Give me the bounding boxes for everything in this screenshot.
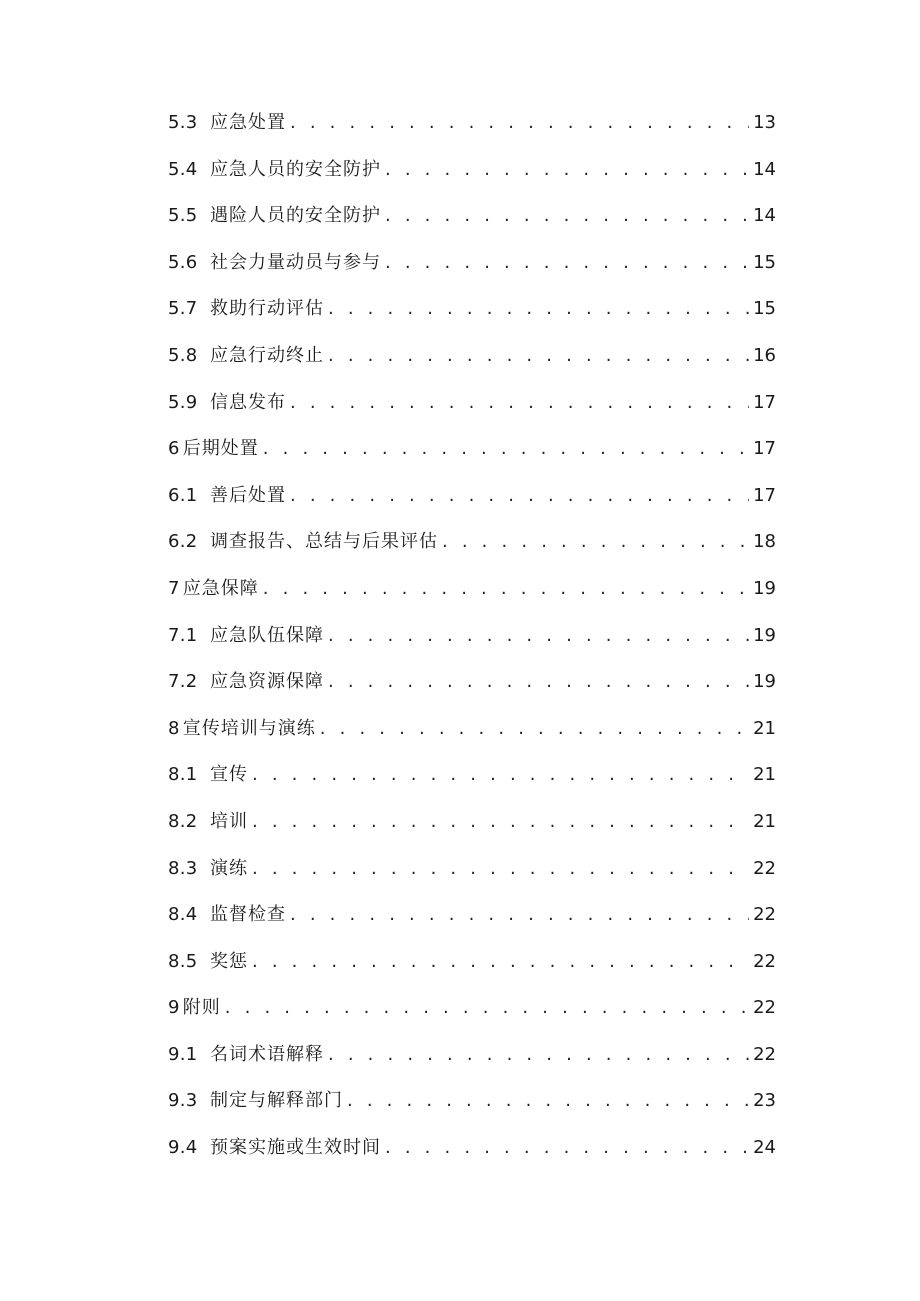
toc-dot-leader (385, 149, 749, 191)
toc-entry-page-number: 15 (753, 251, 776, 273)
toc-dot-leader (347, 1080, 749, 1122)
toc-dot-leader (328, 615, 749, 657)
toc-dot-leader (328, 1034, 749, 1076)
toc-dot-leader (290, 894, 749, 936)
toc-entry-number: 9 (168, 997, 180, 1019)
toc-entry-page-number: 22 (753, 904, 776, 926)
toc-entry-page-number: 22 (753, 950, 776, 972)
toc-dot-leader (225, 987, 749, 1029)
toc-entry-page-number: 17 (753, 391, 776, 413)
toc-entry-number: 8.5 (168, 950, 198, 972)
toc-entry-number: 5.7 (168, 298, 198, 320)
toc-entry-number: 6.1 (168, 484, 198, 506)
toc-entry-page-number: 22 (753, 857, 776, 879)
toc-entry-page-number: 21 (753, 810, 776, 832)
toc-entry-page-number: 22 (753, 997, 776, 1019)
toc-entry-7-2[interactable] (168, 661, 776, 708)
toc-entry-page-number: 16 (753, 344, 776, 366)
toc-dot-leader (290, 475, 749, 517)
toc-entry-page-number: 19 (753, 577, 776, 599)
toc-entry-number: 7 (168, 577, 180, 599)
toc-entry-title: 宣传培训与演练 (182, 717, 316, 739)
toc-entry-5-4[interactable] (168, 149, 776, 196)
toc-entry-title: 监督检查 (210, 904, 286, 926)
toc-entry-number: 5.9 (168, 391, 198, 413)
toc-entry-page-number: 19 (753, 671, 776, 693)
toc-entry-number: 9.4 (168, 1137, 198, 1159)
toc-entry-7[interactable] (168, 568, 776, 615)
toc-entry-number: 5.6 (168, 251, 198, 273)
table-of-contents (168, 102, 776, 1174)
toc-entry-number: 6.2 (168, 531, 198, 553)
toc-entry-number: 8.1 (168, 764, 198, 786)
toc-entry-title: 善后处置 (210, 484, 286, 506)
toc-entry-title: 调查报告、总结与后果评估 (210, 531, 438, 553)
toc-entry-6-2[interactable] (168, 521, 776, 568)
toc-dot-leader (328, 335, 749, 377)
toc-entry-number: 8.4 (168, 904, 198, 926)
toc-entry-number: 7.2 (168, 671, 198, 693)
toc-entry-page-number: 18 (753, 531, 776, 553)
toc-entry-title: 应急行动终止 (210, 344, 324, 366)
toc-entry-5-6[interactable] (168, 242, 776, 289)
toc-entry-title: 预案实施或生效时间 (210, 1137, 381, 1159)
toc-entry-title: 信息发布 (210, 391, 286, 413)
toc-entry-number: 9.3 (168, 1090, 198, 1112)
toc-entry-9-3[interactable] (168, 1080, 776, 1127)
toc-entry-number: 7.1 (168, 624, 198, 646)
toc-entry-page-number: 17 (753, 438, 776, 460)
toc-entry-5-3[interactable] (168, 102, 776, 149)
toc-dot-leader (442, 521, 749, 563)
toc-entry-title: 应急保障 (182, 577, 259, 599)
toc-entry-5-8[interactable] (168, 335, 776, 382)
toc-dot-leader (252, 801, 749, 843)
toc-dot-leader (263, 568, 749, 610)
toc-entry-title: 附则 (182, 997, 221, 1019)
toc-entry-5-7[interactable] (168, 288, 776, 335)
toc-entry-title: 应急资源保障 (210, 671, 324, 693)
toc-entry-6-1[interactable] (168, 475, 776, 522)
toc-entry-number: 5.4 (168, 158, 198, 180)
toc-entry-number: 8.2 (168, 810, 198, 832)
toc-entry-title: 制定与解释部门 (210, 1090, 343, 1112)
toc-entry-9[interactable] (168, 987, 776, 1034)
toc-dot-leader (290, 102, 749, 144)
toc-entry-number: 8.3 (168, 857, 198, 879)
toc-dot-leader (328, 661, 749, 703)
toc-entry-page-number: 21 (753, 717, 776, 739)
toc-dot-leader (385, 1127, 749, 1169)
toc-entry-title: 奖惩 (210, 950, 248, 972)
toc-entry-title: 宣传 (210, 764, 248, 786)
toc-entry-8-3[interactable] (168, 848, 776, 895)
toc-dot-leader (385, 195, 749, 237)
toc-entry-number: 9.1 (168, 1043, 198, 1065)
toc-entry-number: 5.5 (168, 205, 198, 227)
toc-entry-5-9[interactable] (168, 382, 776, 429)
toc-entry-9-4[interactable] (168, 1127, 776, 1174)
toc-entry-number: 5.8 (168, 344, 198, 366)
toc-entry-7-1[interactable] (168, 615, 776, 662)
toc-entry-8-1[interactable] (168, 754, 776, 801)
toc-entry-title: 社会力量动员与参与 (210, 251, 381, 273)
toc-entry-page-number: 15 (753, 298, 776, 320)
toc-entry-5-5[interactable] (168, 195, 776, 242)
toc-dot-leader (263, 428, 749, 470)
toc-dot-leader (252, 848, 749, 890)
toc-entry-8[interactable] (168, 708, 776, 755)
toc-dot-leader (290, 382, 749, 424)
toc-entry-number: 8 (168, 717, 180, 739)
toc-entry-page-number: 24 (753, 1137, 776, 1159)
toc-entry-title: 后期处置 (182, 438, 259, 460)
toc-entry-page-number: 19 (753, 624, 776, 646)
toc-entry-8-5[interactable] (168, 941, 776, 988)
toc-entry-title: 名词术语解释 (210, 1043, 324, 1065)
toc-entry-8-2[interactable] (168, 801, 776, 848)
toc-entry-number: 5.3 (168, 112, 198, 133)
toc-entry-page-number: 17 (753, 484, 776, 506)
toc-entry-page-number: 14 (753, 158, 776, 180)
toc-entry-title: 应急处置 (210, 112, 286, 133)
toc-entry-title: 培训 (210, 810, 248, 832)
toc-entry-page-number: 22 (753, 1043, 776, 1065)
toc-entry-title: 救助行动评估 (210, 298, 324, 320)
toc-dot-leader (320, 708, 749, 750)
toc-entry-page-number: 23 (753, 1090, 776, 1112)
toc-dot-leader (252, 754, 749, 796)
toc-entry-page-number: 14 (753, 205, 776, 227)
toc-dot-leader (328, 288, 749, 330)
toc-entry-number: 6 (168, 438, 180, 460)
toc-entry-title: 应急队伍保障 (210, 624, 324, 646)
toc-entry-page-number: 13 (753, 112, 776, 133)
toc-entry-title: 应急人员的安全防护 (210, 158, 381, 180)
toc-entry-page-number: 21 (753, 764, 776, 786)
toc-dot-leader (385, 242, 749, 284)
toc-entry-9-1[interactable] (168, 1034, 776, 1081)
toc-entry-title: 演练 (210, 857, 248, 879)
toc-dot-leader (252, 941, 749, 983)
toc-entry-6[interactable] (168, 428, 776, 475)
toc-entry-title: 遇险人员的安全防护 (210, 205, 381, 227)
toc-entry-8-4[interactable] (168, 894, 776, 941)
